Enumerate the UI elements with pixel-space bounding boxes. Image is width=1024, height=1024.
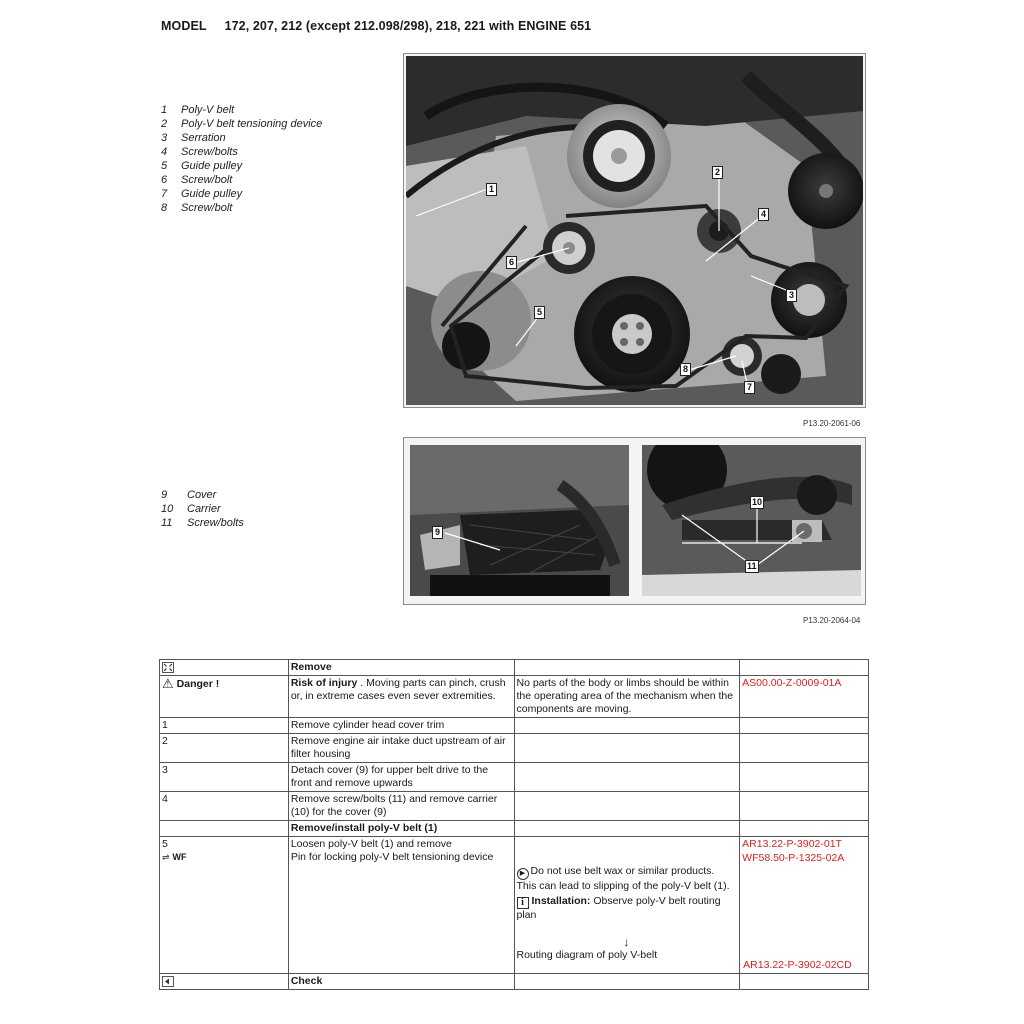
note-icon: ▶ [517,868,529,880]
legend-item [161,173,322,187]
legend-item [161,516,244,530]
step-number: 4 [160,792,289,821]
model-value: 172, 207, 212 (except 212.098/298), 218, 221 with ENGINE 651 [224,19,592,33]
info-heading: Installation: [531,895,591,907]
callout-1: 1 [486,183,497,196]
table-row [160,734,869,763]
table-row [160,821,869,837]
callout-6: 6 [506,256,517,269]
note [517,865,737,893]
legend-num: 3 [161,132,168,144]
tool-icon: ⇌ [162,852,170,862]
step-number [160,821,289,837]
step-text: Remove engine air intake duct upstream of air filter housing [288,734,514,763]
procedure-table [159,659,869,990]
step-text-main: Loosen poly-V belt (1) and remove [290,838,452,850]
legend-item [161,131,322,145]
step-number-label: 5 [162,838,168,850]
legend-sub [161,488,244,530]
reference-link[interactable]: AS00.00-Z-0009-01A [740,676,869,718]
legend-label: Poly-V belt [181,104,235,116]
routing-diagram-link[interactable]: Routing diagram of poly V-belt [516,949,658,961]
legend-label: Guide pulley [181,160,243,172]
section-heading: Check [288,974,514,990]
legend-num: 1 [161,104,168,116]
carrier-photo [642,445,861,596]
table-row [160,718,869,734]
reference-cell [740,660,869,676]
callout-2: 2 [712,166,723,179]
table-row [160,660,869,676]
legend-num: 8 [161,202,168,214]
callout-9: 9 [432,526,443,539]
legend-item [161,502,244,516]
legend-item [161,201,322,215]
step-number: 3 [160,763,289,792]
legend-item [161,159,322,173]
engine-photo [406,56,863,405]
cover-photo [410,445,629,596]
reference-cell [740,718,869,734]
check-icon [162,976,174,987]
step-cell [160,974,289,990]
step-text: Remove cylinder head cover trim [288,718,514,734]
engine-belt-drive-figure [403,53,866,408]
note-cell [514,718,740,734]
legend-label: Guide pulley [181,188,243,200]
reference-cell [740,734,869,763]
legend-label: Cover [187,489,217,501]
callout-11: 11 [747,561,757,571]
callout-10: 10 [752,497,763,507]
section-heading: Remove/install poly-V belt (1) [288,821,514,837]
legend-num: 6 [161,174,168,186]
note-cell: No parts of the body or limbs should be within the operating area of the mechanism when the components are moving. [514,676,740,718]
legend-item [161,187,322,201]
figure-caption: P13.20-2064-04 [803,616,861,625]
remove-icon [162,662,174,673]
legend-num: 5 [161,160,168,172]
legend-label: Carrier [187,503,221,515]
legend-label: Screw/bolt [181,202,233,214]
reference-cell [740,821,869,837]
legend-label: Screw/bolts [187,517,244,529]
table-row [160,974,869,990]
info-icon: i [517,897,529,909]
callout-7: 7 [744,381,755,394]
table-row [160,676,869,718]
legend-item [161,488,244,502]
step-cell [160,660,289,676]
legend-num: 4 [161,146,168,158]
legend-main [161,103,322,215]
step-number [160,837,289,974]
note-cell [514,763,740,792]
callout-4: 4 [758,208,769,221]
table-row [160,837,869,974]
step-text [288,676,514,718]
danger-label: Danger ! [176,678,220,690]
legend-item [161,103,322,117]
reference-cell [740,974,869,990]
risk-text: . Moving parts can pinch, crush or, in extreme cases even sever extremities. [290,677,506,702]
model-header [161,19,591,33]
installation-info [517,895,737,922]
risk-heading: Risk of injury [290,677,358,689]
legend-label: Screw/bolt [181,174,233,186]
reference-cell [740,792,869,821]
legend-item [161,117,322,131]
step-text-tool: Pin for locking poly-V belt tensioning device [290,851,494,863]
legend-label: Serration [181,132,226,144]
callout-3: 3 [786,289,797,302]
legend-num: 7 [161,188,168,200]
arrow-down-icon: ↓ [623,935,630,949]
step-text [288,837,514,974]
reference-cell [740,763,869,792]
step-text: Remove screw/bolts (11) and remove carrier (10) for the cover (9) [288,792,514,821]
reference-link[interactable]: AR13.22-P-3902-01T [742,838,842,850]
legend-label: Poly-V belt tensioning device [181,118,323,130]
note-cell [514,792,740,821]
legend-num: 2 [161,118,168,130]
note-cell [514,660,740,676]
cover-carrier-figure [403,437,866,605]
figure-caption: P13.20-2061-06 [803,419,861,428]
note-cell [514,821,740,837]
note-cell [514,837,740,974]
danger-cell [160,676,289,718]
legend-label: Screw/bolts [181,146,238,158]
note-text: Do not use belt wax or similar products. This can lead to slipping of the poly-V belt (1). [516,865,730,892]
reference-link[interactable]: WF58.50-P-1325-02A [742,852,845,864]
legend-num: 10 [161,503,174,515]
note-cell [514,974,740,990]
note-cell [514,734,740,763]
step-text: Detach cover (9) for upper belt drive to the front and remove upwards [288,763,514,792]
reference-link[interactable]: AR13.22-P-3902-02CD [743,959,852,971]
tool-label: WF [172,852,187,862]
step-number: 1 [160,718,289,734]
callout-8: 8 [680,363,691,376]
section-heading: Remove [288,660,514,676]
model-label: MODEL [161,19,207,33]
legend-num: 9 [161,489,168,501]
reference-cell [740,837,869,974]
callout-5: 5 [534,306,545,319]
info-text: Observe poly-V belt routing plan [516,895,721,921]
warning-triangle-icon: ⚠ [162,676,174,691]
legend-num: 11 [161,517,173,529]
table-row [160,763,869,792]
table-row [160,792,869,821]
step-number: 2 [160,734,289,763]
tool-row [162,851,285,864]
legend-item [161,145,322,159]
